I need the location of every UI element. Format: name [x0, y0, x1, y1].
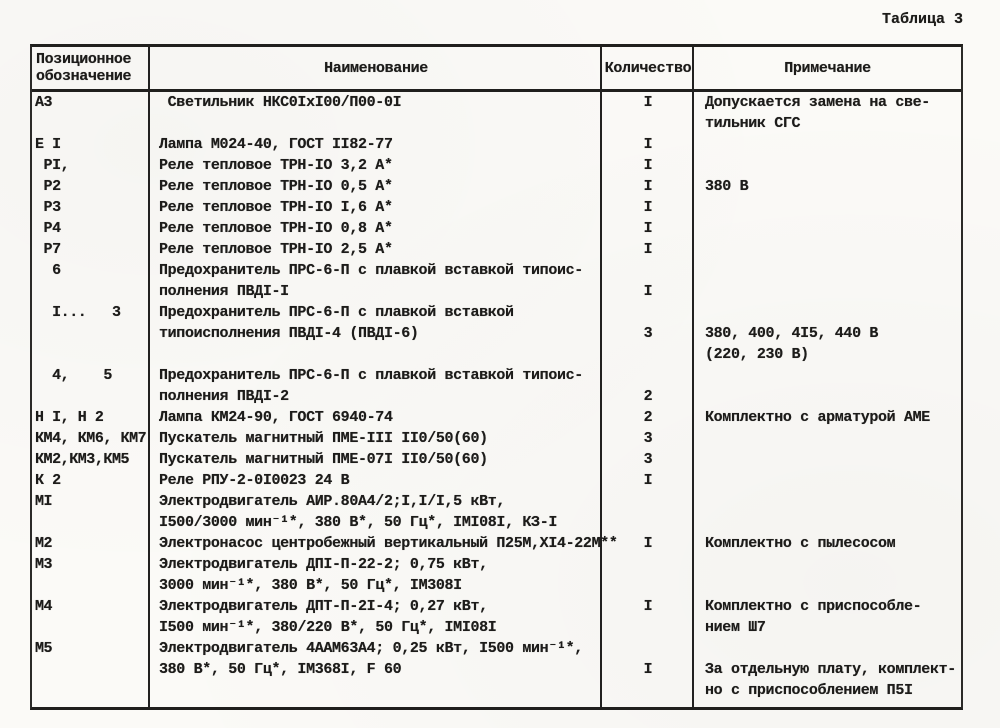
text-line: М2	[35, 535, 53, 552]
table-row	[32, 155, 961, 176]
name-cell	[150, 491, 602, 533]
text-line: Е I	[35, 136, 61, 153]
text-line: За отдельную плату, комплект-	[705, 661, 956, 678]
note-cell	[694, 491, 961, 533]
text-line: МI	[35, 493, 53, 510]
text-line: I	[643, 157, 653, 174]
text-line: КМ2,КМ3,КМ5	[35, 451, 130, 468]
table-row	[32, 638, 961, 701]
note-cell	[694, 638, 961, 701]
name-cell	[150, 449, 602, 470]
text-line: I	[643, 472, 653, 489]
note-cell	[694, 260, 961, 302]
position-cell	[32, 533, 150, 554]
position-cell	[32, 155, 150, 176]
note-cell	[694, 449, 961, 470]
text-line: М4	[35, 598, 53, 615]
text-line: полнения ПВДI-I	[159, 283, 289, 300]
position-cell	[32, 134, 150, 155]
text-line: Комплектно с пылесосом	[705, 535, 896, 552]
text-line: Р3	[35, 199, 61, 216]
quantity-cell	[602, 176, 694, 197]
name-cell	[150, 470, 602, 491]
note-cell	[694, 134, 961, 155]
table-row	[32, 197, 961, 218]
text-line: 3000 мин⁻¹*, 380 В*, 50 Гц*, IМ308I	[159, 577, 462, 594]
text-line: Лампа М024-40, ГОСТ II82-77	[159, 136, 393, 153]
name-cell	[150, 596, 602, 638]
text-line: Реле тепловое ТРН-IО 0,8 А*	[159, 220, 393, 237]
table-row	[32, 449, 961, 470]
text-line: I... 3	[35, 304, 121, 321]
text-line: Реле тепловое ТРН-IО I,6 А*	[159, 199, 393, 216]
position-cell	[32, 596, 150, 638]
name-cell	[150, 197, 602, 218]
quantity-cell	[602, 197, 694, 218]
text-line: I	[643, 178, 653, 195]
text-line: Р7	[35, 241, 61, 258]
text-line: 2	[643, 409, 653, 426]
name-cell	[150, 365, 602, 407]
text-line: Электродвигатель ДПI-П-22-2; 0,75 кВт,	[159, 556, 488, 573]
table-row	[32, 92, 961, 134]
text-line: Реле тепловое ТРН-IО 3,2 А*	[159, 157, 393, 174]
note-cell	[694, 218, 961, 239]
text-line: Р4	[35, 220, 61, 237]
text-line: Р2	[35, 178, 61, 195]
text-line: Светильник НКС0IхI00/П00-0I	[159, 94, 402, 111]
table-row	[32, 239, 961, 260]
name-cell	[150, 638, 602, 701]
text-line: М5	[35, 640, 53, 657]
table-row	[32, 407, 961, 428]
text-line: Электродвигатель АИР.80А4/2;I,I/I,5 кВт,	[159, 493, 506, 510]
text-line: 3	[643, 451, 653, 468]
text-line: Предохранитель ПРС-6-П с плавкой вставкой	[159, 304, 514, 321]
text-line: I	[643, 283, 653, 300]
name-cell	[150, 176, 602, 197]
position-cell	[32, 491, 150, 533]
text-line: 3	[643, 430, 653, 447]
text-line: КМ4, КМ6, КМ7	[35, 430, 147, 447]
text-line: I	[643, 241, 653, 258]
table-row	[32, 491, 961, 533]
text-line: Электродвигатель 4ААМ63А4; 0,25 кВт, I500 мин⁻¹*,	[159, 640, 583, 657]
text-line: Пускатель магнитный ПМЕ-III II0/50(60)	[159, 430, 488, 447]
text-line: 4, 5	[35, 367, 112, 384]
header-note: Примечание	[784, 59, 871, 77]
table-row	[32, 260, 961, 302]
note-cell	[694, 428, 961, 449]
text-line: I	[643, 136, 653, 153]
name-cell	[150, 428, 602, 449]
quantity-cell	[602, 302, 694, 365]
text-line: М3	[35, 556, 53, 573]
table-row	[32, 302, 961, 365]
position-cell	[32, 428, 150, 449]
name-cell	[150, 554, 602, 596]
text-line: 380, 400, 4I5, 440 В	[705, 325, 879, 342]
parts-table	[30, 44, 963, 710]
name-cell	[150, 302, 602, 365]
text-line: Предохранитель ПРС-6-П с плавкой вставкой типоис-	[159, 367, 583, 384]
text-line: К 2	[35, 472, 61, 489]
position-cell	[32, 554, 150, 596]
note-cell	[694, 365, 961, 407]
text-line: Комплектно с арматурой АМЕ	[705, 409, 930, 426]
table-body	[32, 92, 961, 701]
position-cell	[32, 470, 150, 491]
table-row	[32, 554, 961, 596]
quantity-cell	[602, 407, 694, 428]
text-line: Электродвигатель ДПТ-П-2I-4; 0,27 кВт,	[159, 598, 488, 615]
name-cell	[150, 134, 602, 155]
text-line: I	[643, 220, 653, 237]
quantity-cell	[602, 470, 694, 491]
text-line: I	[643, 94, 653, 111]
header-position: Позиционное обозначение	[36, 51, 132, 85]
text-line: I500/3000 мин⁻¹*, 380 В*, 50 Гц*, IМI08I, КЗ-I	[159, 514, 557, 531]
table-row	[32, 428, 961, 449]
table-row	[32, 134, 961, 155]
quantity-cell	[602, 239, 694, 260]
table-row	[32, 365, 961, 407]
text-line: тильник СГС	[705, 115, 801, 132]
header-name: Наименование	[324, 59, 428, 77]
table-row	[32, 470, 961, 491]
position-cell	[32, 176, 150, 197]
position-cell	[32, 92, 150, 134]
text-line: I	[643, 199, 653, 216]
quantity-cell	[602, 638, 694, 701]
note-cell	[694, 407, 961, 428]
quantity-cell	[602, 260, 694, 302]
position-cell	[32, 365, 150, 407]
name-cell	[150, 92, 602, 134]
position-cell	[32, 239, 150, 260]
position-cell	[32, 218, 150, 239]
quantity-cell	[602, 449, 694, 470]
quantity-cell	[602, 596, 694, 638]
note-cell	[694, 554, 961, 596]
quantity-cell	[602, 92, 694, 134]
name-cell	[150, 218, 602, 239]
text-line: Реле тепловое ТРН-IО 0,5 А*	[159, 178, 393, 195]
note-cell	[694, 596, 961, 638]
position-cell	[32, 197, 150, 218]
text-line: 380 В	[705, 178, 749, 195]
position-cell	[32, 638, 150, 701]
note-cell	[694, 155, 961, 176]
note-cell	[694, 302, 961, 365]
name-cell	[150, 239, 602, 260]
text-line: Электронасос центробежный вертикальный П25М,ХI4-22М**	[159, 535, 618, 552]
text-line: 6	[35, 262, 61, 279]
quantity-cell	[602, 155, 694, 176]
note-cell	[694, 197, 961, 218]
quantity-cell	[602, 428, 694, 449]
text-line: Лампа КМ24-90, ГОСТ 6940-74	[159, 409, 393, 426]
table-row	[32, 596, 961, 638]
name-cell	[150, 407, 602, 428]
quantity-cell	[602, 491, 694, 533]
note-cell	[694, 176, 961, 197]
table-row	[32, 533, 961, 554]
text-line: I	[643, 598, 653, 615]
position-cell	[32, 302, 150, 365]
note-cell	[694, 470, 961, 491]
text-line: I	[643, 661, 653, 678]
text-line: (220, 230 В)	[705, 346, 809, 363]
text-line: Предохранитель ПРС-6-П с плавкой вставкой типоис-	[159, 262, 583, 279]
name-cell	[150, 533, 618, 554]
text-line: РI,	[35, 157, 70, 174]
quantity-cell	[602, 365, 694, 407]
header-quantity: Количество	[604, 59, 692, 77]
text-line: I500 мин⁻¹*, 380/220 В*, 50 Гц*, IМI08I	[159, 619, 497, 636]
position-cell	[32, 260, 150, 302]
text-line: Реле тепловое ТРН-IО 2,5 А*	[159, 241, 393, 258]
text-line: I	[643, 535, 653, 552]
text-line: Допускается замена на све-	[705, 94, 930, 111]
quantity-cell	[602, 134, 694, 155]
text-line: Комплектно с приспособле-	[705, 598, 922, 615]
text-line: 3	[643, 325, 653, 342]
name-cell	[150, 260, 602, 302]
table-row	[32, 176, 961, 197]
text-line: полнения ПВДI-2	[159, 388, 289, 405]
text-line: типоисполнения ПВДI-4 (ПВДI-6)	[159, 325, 419, 342]
quantity-cell	[602, 533, 694, 554]
note-cell	[694, 239, 961, 260]
text-line: 2	[643, 388, 653, 405]
text-line: нием Ш7	[705, 619, 766, 636]
table-caption: Таблица 3	[881, 11, 963, 28]
text-line: Н I, Н 2	[35, 409, 104, 426]
quantity-cell	[602, 218, 694, 239]
quantity-cell	[602, 554, 694, 596]
note-cell	[694, 533, 961, 554]
text-line: 380 В*, 50 Гц*, IМ368I, F 60	[159, 661, 402, 678]
position-cell	[32, 449, 150, 470]
name-cell	[150, 155, 602, 176]
text-line: но с приспособлением П5I	[705, 682, 913, 699]
note-cell	[694, 92, 961, 134]
table-row	[32, 218, 961, 239]
text-line: А3	[35, 94, 53, 111]
position-cell	[32, 407, 150, 428]
table-header-row	[32, 47, 961, 92]
text-line: Реле РПУ-2-0I0023 24 В	[159, 472, 350, 489]
text-line: Пускатель магнитный ПМЕ-07I II0/50(60)	[159, 451, 488, 468]
